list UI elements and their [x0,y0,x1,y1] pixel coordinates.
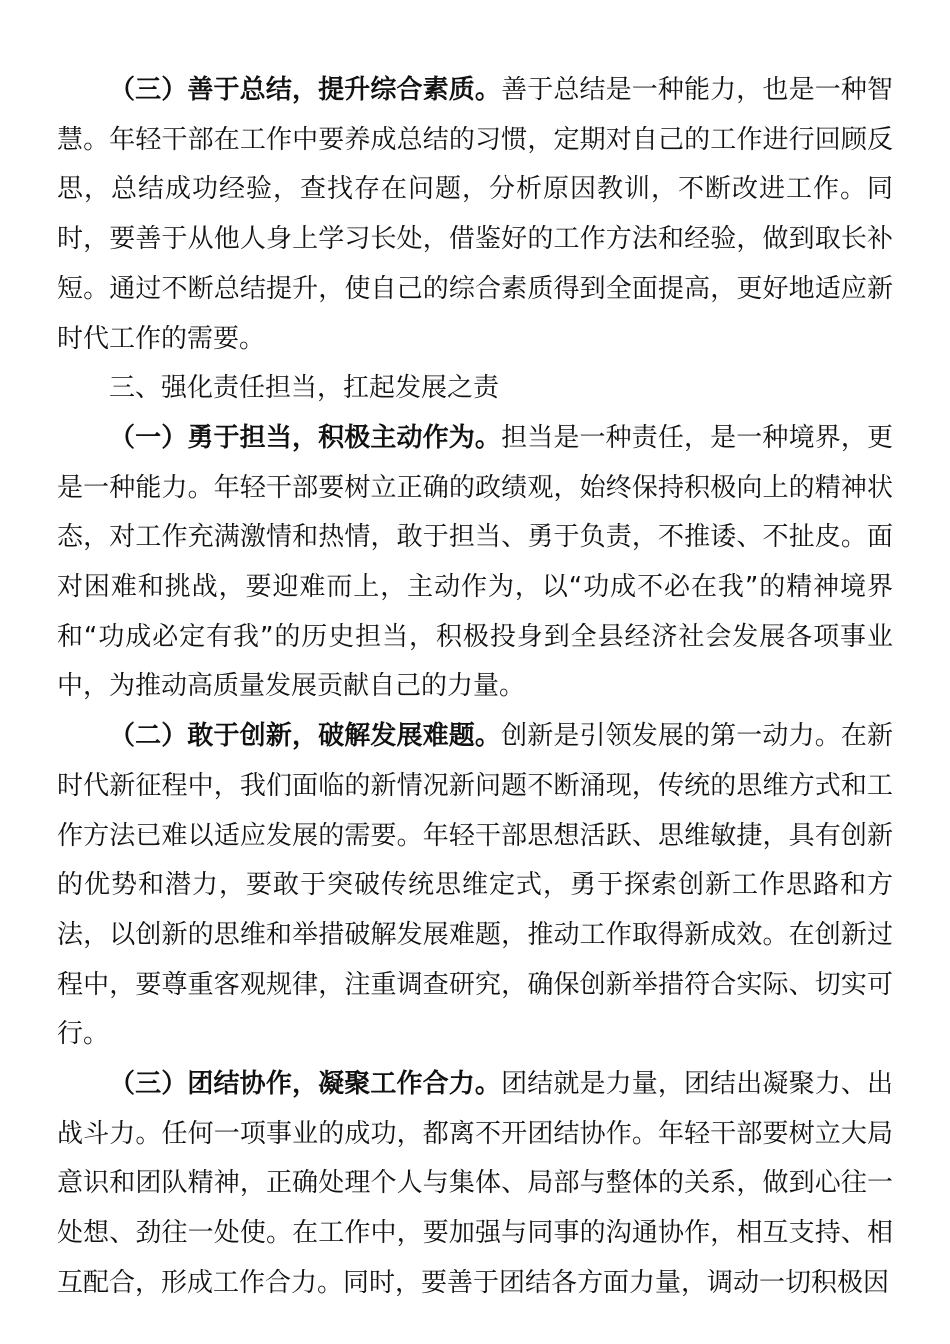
paragraph-cooperation [57,1060,893,1309]
paragraph-text: 创新是引领发展的第一动力。在新时代新征程中，我们面临的新情况新问题不断涌现，传统的思维方式和工作方法已难以适应发展的需要。年轻干部思想活跃、思维敏捷，具有创新的优势和潜力，要敢于突破传统思维定式，勇于探索创新工作思路和方法，以创新的思维和举措破解发展难题，推动工作取得新成效。在创新过程中，要尊重客观规律，注重调查研究，确保创新举措符合实际、切实可行。 [57,721,893,1050]
paragraph-lead: （三）团结协作，凝聚工作合力。 [109,1069,502,1100]
paragraph-lead: （一）勇于担当，积极主动作为。 [109,422,502,453]
document-page [57,66,893,1309]
paragraph-summarize [57,66,893,364]
paragraph-lead: （三）善于总结，提升综合素质。 [109,75,502,105]
paragraph-text: 善于总结是一种能力，也是一种智慧。年轻干部在工作中要养成总结的习惯，定期对自己的工作进行回顾反思，总结成功经验，查找存在问题，分析原因教训，不断改进工作。同时，要善于从他人身上学习长处，借鉴好的工作方法和经验，做到取长补短。通过不断总结提升，使自己的综合素质得到全面提高，更好地适应新时代工作的需要。 [57,75,893,354]
paragraph-text: 团结就是力量，团结出凝聚力、出战斗力。任何一项事业的成功，都离不开团结协作。年轻干部要树立大局意识和团队精神，正确处理个人与集体、局部与整体的关系，做到心往一处想、劲往一处使。在工作中，要加强与同事的沟通协作，相互支持、相互配合，形成工作合力。同时，要善于团结各方面力量，调动一切积极因 [57,1069,893,1298]
section-heading: 三、强化责任担当，扛起发展之责 [109,373,500,404]
paragraph-responsibility [57,414,893,712]
paragraph-text: 担当是一种责任，是一种境界，更是一种能力。年轻干部要树立正确的政绩观，始终保持积极向上的精神状态，对工作充满激情和热情，敢于担当、勇于负责，不推诿、不扯皮。面对困难和挑战，要迎难而上，主动作为，以“功成不必在我”的精神境界和“功成必定有我”的历史担当，积极投身到全县经济社会发展各项事业中，为推动高质量发展贡献自己的力量。 [57,422,893,702]
paragraph-innovation [57,712,893,1060]
paragraph-lead: （二）敢于创新，破解发展难题。 [109,721,502,752]
